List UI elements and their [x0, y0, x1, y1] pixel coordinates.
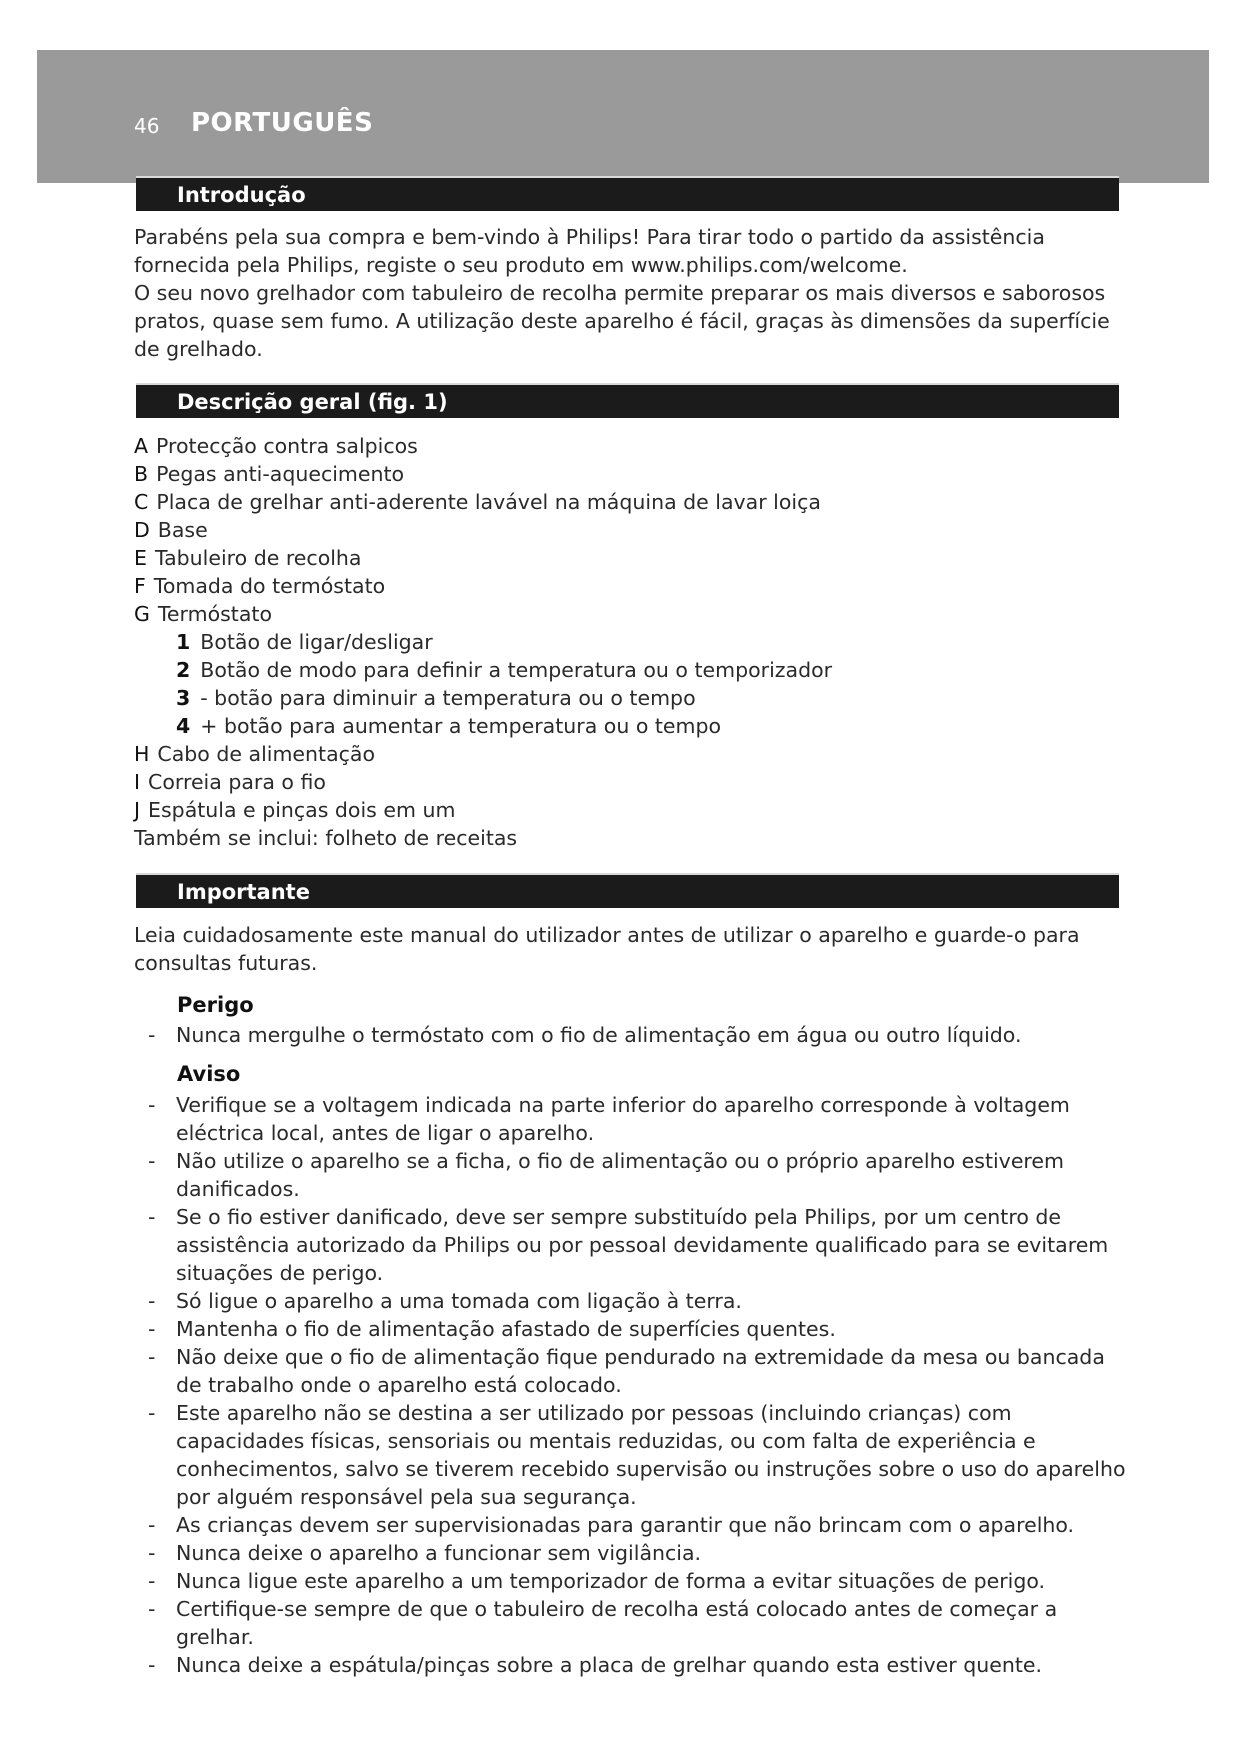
list-item — [134, 1567, 1130, 1595]
item-letter: D — [134, 518, 150, 542]
list-item — [134, 544, 1124, 572]
item-number: 1 — [176, 630, 191, 654]
list-item — [134, 572, 1124, 600]
dash: - — [148, 1345, 156, 1369]
list-item — [134, 432, 1124, 460]
dash: - — [148, 1289, 156, 1313]
list-item — [134, 1021, 1130, 1049]
item-text: Botão de ligar/desligar — [200, 630, 433, 654]
item-text: Nunca deixe o aparelho a funcionar sem vigilância. — [176, 1541, 702, 1565]
warning-list — [134, 1091, 1130, 1679]
list-item — [134, 1147, 1130, 1203]
item-text: Não deixe que o fio de alimentação fique pendurado na extremidade da mesa ou bancada de trabalho onde o aparelho está colocado. — [176, 1345, 1105, 1397]
item-text: Não utilize o aparelho se a ficha, o fio de alimentação ou o próprio aparelho estiverem danificados. — [176, 1149, 1064, 1201]
list-item — [134, 1287, 1130, 1315]
list-item — [134, 516, 1124, 544]
also-included: Também se inclui: folheto de receitas — [134, 826, 518, 850]
section-heading-important: Importante — [136, 873, 1119, 908]
item-number: 3 — [176, 686, 191, 710]
intro-paragraph-2: O seu novo grelhador com tabuleiro de recolha permite preparar os mais diversos e saborosos pratos, quase sem fumo. A utilização deste aparelho é fácil, graças às dimensões da superfície de grelhado. — [134, 281, 1110, 361]
item-text: - botão para diminuir a temperatura ou o tempo — [200, 686, 696, 710]
item-letter: J — [134, 798, 141, 822]
danger-list — [134, 1021, 1130, 1049]
item-text: Nunca deixe a espátula/pinças sobre a placa de grelhar quando esta estiver quente. — [176, 1653, 1043, 1677]
list-item — [134, 1399, 1130, 1511]
item-text: Mantenha o fio de alimentação afastado de superfícies quentes. — [176, 1317, 836, 1341]
dash: - — [148, 1093, 156, 1117]
item-text: Base — [157, 518, 208, 542]
item-text: Tomada do termóstato — [153, 574, 386, 598]
dash: - — [148, 1597, 156, 1621]
language-title: PORTUGUÊS — [191, 108, 374, 138]
list-item — [134, 1595, 1130, 1651]
item-text: Termóstato — [157, 602, 272, 626]
item-letter: I — [134, 770, 141, 794]
intro-text — [134, 223, 1124, 363]
item-number: 2 — [176, 658, 191, 682]
list-item — [134, 1343, 1130, 1399]
item-text: Espátula e pinças dois em um — [148, 798, 456, 822]
item-text: + botão para aumentar a temperatura ou o tempo — [200, 714, 722, 738]
section-heading-description: Descrição geral (fig. 1) — [136, 383, 1119, 418]
dash: - — [148, 1569, 156, 1593]
item-letter: B — [134, 462, 149, 486]
item-text: Se o fio estiver danificado, deve ser sempre substituído pela Philips, por um centro de assistência autorizado da Philips ou por pessoal devidamente qualificado para se evitarem situações de perigo. — [176, 1205, 1109, 1285]
dash: - — [148, 1023, 156, 1047]
item-letter: E — [134, 546, 147, 570]
list-item — [134, 488, 1124, 516]
list-item — [134, 796, 1124, 824]
list-item — [134, 460, 1124, 488]
list-item — [134, 600, 1124, 628]
item-text: Cabo de alimentação — [157, 742, 376, 766]
item-text: Este aparelho não se destina a ser utilizado por pessoas (incluindo crianças) com capacidades físicas, sensoriais ou mentais reduzidas, ou com falta de experiência e conhecimentos, salvo se tiverem recebido supervisão ou instruções sobre o uso do aparelho por alguém responsável pela sua segurança. — [176, 1401, 1126, 1509]
item-letter: F — [134, 574, 146, 598]
dash: - — [148, 1317, 156, 1341]
item-letter: C — [134, 490, 149, 514]
item-text: Protecção contra salpicos — [156, 434, 418, 458]
intro-paragraph-1: Parabéns pela sua compra e bem-vindo à Philips! Para tirar todo o partido da assistência fornecida pela Philips, registe o seu produto em www.philips.com/welcome. — [134, 225, 1045, 277]
item-number: 4 — [176, 714, 191, 738]
page-number: 46 — [134, 114, 160, 138]
list-item — [134, 1203, 1130, 1287]
item-letter: H — [134, 742, 150, 766]
dash: - — [148, 1513, 156, 1537]
list-item — [134, 768, 1124, 796]
list-subitem — [134, 684, 1124, 712]
dash: - — [148, 1205, 156, 1229]
list-subitem — [134, 712, 1124, 740]
list-item — [134, 1315, 1130, 1343]
list-subitem — [134, 656, 1124, 684]
item-text: Certifique-se sempre de que o tabuleiro de recolha está colocado antes de começar a grelhar. — [176, 1597, 1058, 1649]
description-list — [134, 432, 1124, 852]
list-item — [134, 1539, 1130, 1567]
item-text: Botão de modo para definir a temperatura ou o temporizador — [200, 658, 833, 682]
item-text: Tabuleiro de recolha — [154, 546, 362, 570]
item-text: Verifique se a voltagem indicada na parte inferior do aparelho corresponde à voltagem eléctrica local, antes de ligar o aparelho. — [176, 1093, 1070, 1145]
danger-heading: Perigo — [177, 993, 254, 1017]
dash: - — [148, 1401, 156, 1425]
item-text: Correia para o fio — [148, 770, 326, 794]
list-item — [134, 740, 1124, 768]
list-item — [134, 1511, 1130, 1539]
important-intro: Leia cuidadosamente este manual do utilizador antes de utilizar o aparelho e guarde-o para consultas futuras. — [134, 923, 1080, 975]
list-item — [134, 1651, 1130, 1679]
dash: - — [148, 1149, 156, 1173]
item-text: As crianças devem ser supervisionadas para garantir que não brincam com o aparelho. — [176, 1513, 1075, 1537]
item-text: Nunca mergulhe o termóstato com o fio de alimentação em água ou outro líquido. — [176, 1023, 1022, 1047]
dash: - — [148, 1653, 156, 1677]
list-item — [134, 1091, 1130, 1147]
item-text: Só ligue o aparelho a uma tomada com ligação à terra. — [176, 1289, 742, 1313]
warning-heading: Aviso — [177, 1062, 241, 1086]
item-text: Placa de grelhar anti-aderente lavável na máquina de lavar loiça — [156, 490, 821, 514]
item-text: Nunca ligue este aparelho a um temporizador de forma a evitar situações de perigo. — [176, 1569, 1046, 1593]
dash: - — [148, 1541, 156, 1565]
section-heading-introduction: Introdução — [136, 176, 1119, 211]
item-letter: G — [134, 602, 150, 626]
item-text: Pegas anti-aquecimento — [156, 462, 405, 486]
list-subitem — [134, 628, 1124, 656]
item-letter: A — [134, 434, 149, 458]
